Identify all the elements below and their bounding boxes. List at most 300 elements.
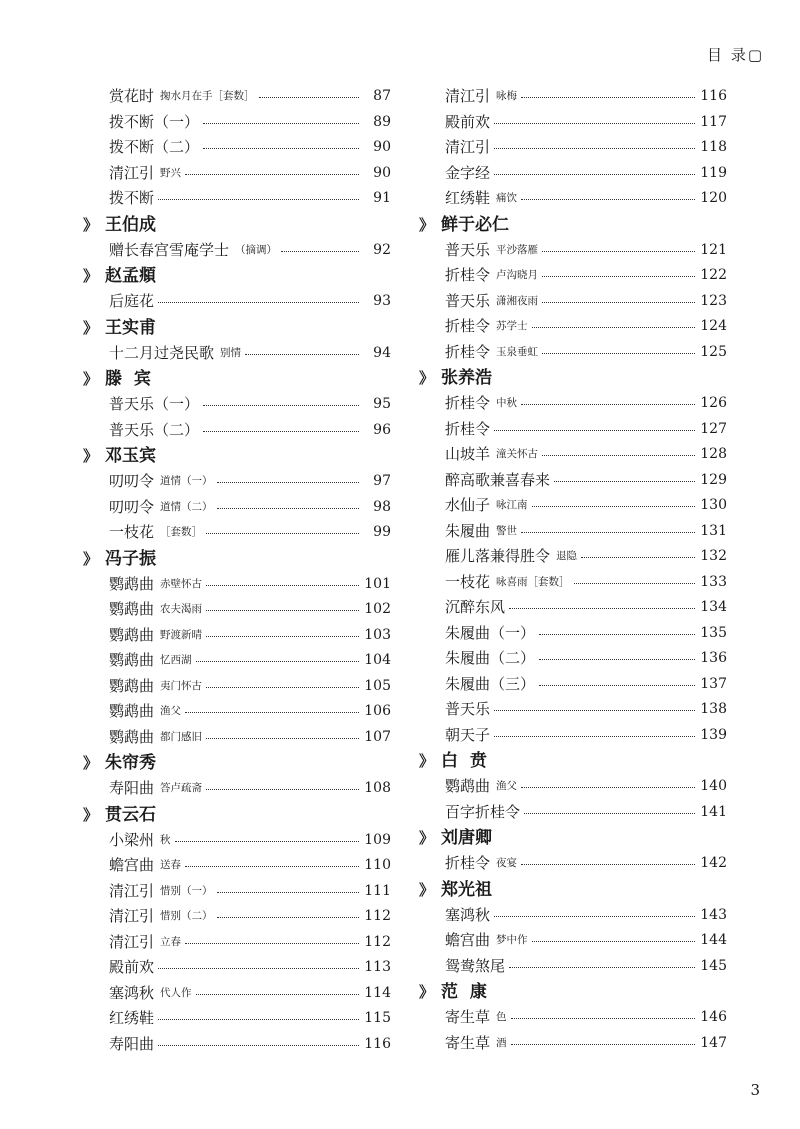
entry-subtitle: 潇湘夜雨: [496, 294, 539, 307]
dot-leader: [494, 148, 695, 149]
dot-leader: [158, 199, 359, 200]
toc-entry[interactable]: [445, 84, 727, 110]
entry-page-number: 122: [700, 267, 727, 283]
entry-title: 朱履曲（三）: [445, 674, 536, 693]
entry-title: 鹦鹉曲: [109, 702, 155, 720]
author-marker-icon: 》: [83, 318, 99, 337]
entry-title: 鹦鹉曲: [109, 574, 155, 593]
entry-page-number: 144: [700, 932, 727, 948]
entry-title: 寿阳曲: [109, 779, 155, 797]
author-heading: [83, 443, 391, 469]
dot-leader: [158, 1045, 359, 1046]
toc-entry[interactable]: [445, 697, 727, 723]
dot-leader: [539, 685, 695, 686]
toc-entry[interactable]: [109, 84, 391, 110]
entry-title: 百字折桂令: [445, 802, 521, 821]
entry-page-number: 139: [700, 726, 727, 743]
toc-entry[interactable]: [109, 161, 391, 187]
entry-subtitle: 渔父: [496, 780, 518, 792]
toc-entry[interactable]: [109, 186, 391, 212]
entry-title: 清江引: [109, 881, 155, 900]
entry-title: 折桂令: [445, 394, 491, 412]
entry-title: 十二月过尧民歌: [109, 343, 215, 362]
entry-page-number: 96: [373, 421, 391, 438]
entry-subtitle: 答卢疏斋: [160, 782, 203, 794]
dot-leader: [245, 354, 359, 355]
dot-leader: [206, 610, 359, 611]
dot-leader: [206, 789, 359, 790]
entry-page-number: 129: [700, 471, 727, 488]
toc-entry[interactable]: [445, 800, 727, 826]
entry-title: 醉高歌兼喜春来: [445, 470, 551, 489]
entry-page-number: 124: [700, 318, 727, 334]
entry-subtitle: 代人作: [160, 986, 192, 999]
entry-subtitle: 卢沟晓月: [496, 269, 539, 281]
entry-page-number: 92: [373, 241, 391, 258]
dot-leader: [509, 608, 695, 609]
entry-title: 一枝花: [109, 523, 155, 541]
entry-title: 朱履曲（二）: [445, 649, 536, 667]
toc-entry[interactable]: [445, 340, 727, 366]
entry-subtitle: 色: [496, 1011, 507, 1023]
toc-entry[interactable]: [109, 392, 391, 418]
author-marker-icon: 》: [83, 267, 99, 285]
dot-leader: [158, 968, 359, 969]
author-name: 范 康: [441, 982, 487, 1002]
dot-leader: [203, 405, 359, 406]
toc-entry[interactable]: [109, 879, 391, 905]
toc-entry[interactable]: [445, 519, 727, 545]
toc-entry[interactable]: [445, 595, 727, 621]
toc-entry[interactable]: [445, 289, 727, 315]
toc-entry[interactable]: [445, 442, 727, 468]
entry-page-number: 141: [700, 803, 727, 820]
dot-leader: [185, 712, 359, 713]
dot-leader: [203, 431, 359, 432]
entry-title: 叨叨令: [109, 472, 155, 490]
toc-entry[interactable]: [445, 314, 727, 340]
dot-leader: [196, 661, 359, 662]
toc-entry[interactable]: [109, 469, 391, 495]
entry-page-number: 131: [700, 522, 727, 539]
entry-title: 蟾宫曲: [109, 856, 155, 874]
author-marker-icon: 》: [419, 215, 435, 234]
entry-subtitle: 夷门怀古: [160, 679, 203, 692]
entry-subtitle: 都门感旧: [160, 730, 203, 743]
entry-subtitle: 痛饮: [496, 192, 518, 204]
entry-title: 鹦鹉曲: [109, 625, 155, 644]
entry-page-number: 120: [700, 190, 727, 206]
entry-page-number: 112: [364, 933, 391, 950]
toc-entry[interactable]: [445, 135, 727, 161]
toc-entry[interactable]: [109, 828, 391, 854]
entry-subtitle: 别情: [220, 346, 242, 359]
dot-leader: [542, 302, 695, 303]
author-heading: [83, 366, 391, 392]
toc-entry[interactable]: [109, 135, 391, 161]
entry-title: 红绣鞋: [109, 1009, 155, 1027]
entry-page-number: 130: [700, 497, 727, 513]
toc-entry[interactable]: [445, 723, 727, 749]
dot-leader: [554, 481, 695, 482]
entry-title: 蟾宫曲: [445, 931, 491, 949]
entry-page-number: 125: [700, 343, 727, 360]
author-name: 贯云石: [105, 804, 156, 825]
page-number: 3: [750, 1081, 760, 1099]
dot-leader: [521, 787, 695, 788]
entry-page-number: 121: [700, 241, 727, 258]
dot-leader: [217, 482, 359, 483]
entry-title: 普天乐（一）: [109, 395, 200, 413]
entry-page-number: 123: [700, 292, 727, 309]
entry-title: 殿前欢: [445, 112, 491, 131]
entry-page-number: 127: [700, 420, 727, 437]
entry-subtitle: 惜别（一）: [160, 884, 213, 897]
entry-title: 折桂令: [445, 266, 491, 284]
entry-page-number: 89: [373, 113, 391, 130]
author-name: 刘唐卿: [441, 828, 492, 848]
dot-leader: [217, 917, 359, 918]
entry-page-number: 146: [700, 1009, 727, 1025]
author-heading: [83, 546, 391, 572]
entry-subtitle: 道情（一）: [160, 475, 213, 487]
entry-title: 拨不断（二）: [109, 138, 200, 156]
entry-page-number: 136: [700, 650, 727, 666]
author-marker-icon: 》: [83, 754, 99, 772]
entry-page-number: 126: [700, 395, 727, 411]
entry-page-number: 103: [364, 626, 391, 643]
entry-page-number: 99: [373, 524, 391, 540]
toc-entry[interactable]: [445, 263, 727, 289]
toc-entry[interactable]: [445, 238, 727, 264]
toc-entry[interactable]: [445, 544, 727, 570]
toc-entry[interactable]: [445, 1005, 727, 1031]
toc-entry[interactable]: [109, 341, 391, 367]
entry-page-number: 147: [700, 1034, 727, 1051]
toc-entry[interactable]: [445, 851, 727, 877]
entry-page-number: 91: [373, 190, 391, 206]
entry-title: 拨不断: [109, 189, 155, 207]
entry-title: 鹦鹉曲: [109, 727, 155, 746]
toc-entry[interactable]: [445, 903, 727, 929]
entry-title: 寿阳曲: [109, 1034, 155, 1053]
dot-leader: [281, 251, 359, 252]
dot-leader: [203, 123, 359, 124]
entry-page-number: 95: [373, 396, 391, 412]
entry-title: 红绣鞋: [445, 189, 491, 207]
toc-entry[interactable]: [445, 646, 727, 672]
author-name: 鲜于必仁: [441, 214, 509, 235]
toc-left-column: [83, 84, 391, 1057]
entry-subtitle: 中秋: [496, 397, 518, 409]
entry-subtitle: 警世: [496, 524, 518, 537]
toc-entry[interactable]: [445, 468, 727, 494]
entry-subtitle: 咏江南: [496, 499, 528, 511]
entry-page-number: 132: [700, 548, 727, 564]
entry-page-number: 108: [364, 780, 391, 796]
toc-entry[interactable]: [109, 904, 391, 930]
entry-title: 鹦鹉曲: [109, 600, 155, 618]
entry-title: 一枝花: [445, 572, 491, 591]
entry-page-number: 116: [364, 1035, 391, 1052]
entry-page-number: 93: [373, 293, 391, 309]
entry-title: 清江引: [109, 932, 155, 951]
toc-entry[interactable]: [445, 186, 727, 212]
toc-entry[interactable]: [109, 495, 391, 521]
author-heading: [419, 877, 727, 903]
toc-entry[interactable]: [109, 520, 391, 546]
dot-leader: [532, 506, 695, 507]
dot-leader: [203, 148, 359, 149]
entry-page-number: 90: [373, 139, 391, 155]
entry-subtitle: 立春: [160, 935, 182, 948]
entry-page-number: 110: [364, 857, 391, 873]
author-marker-icon: 》: [419, 369, 435, 387]
entry-title: 鹦鹉曲: [109, 651, 155, 669]
author-marker-icon: 》: [419, 829, 435, 847]
dot-leader: [494, 736, 695, 737]
dot-leader: [542, 455, 695, 456]
dot-leader: [185, 174, 359, 175]
dot-leader: [521, 404, 695, 405]
dot-leader: [494, 174, 695, 175]
entry-page-number: 137: [700, 675, 727, 692]
entry-title: 水仙子: [445, 496, 491, 514]
dot-leader: [494, 710, 695, 711]
entry-page-number: 101: [364, 575, 391, 592]
dot-leader: [511, 1018, 695, 1019]
entry-page-number: 90: [373, 164, 391, 181]
author-heading: [419, 825, 727, 851]
dot-leader: [521, 532, 695, 533]
entry-subtitle: 送春: [160, 859, 182, 871]
entry-title: 折桂令: [445, 854, 491, 872]
author-marker-icon: 》: [419, 983, 435, 1001]
entry-subtitle: 野渡新晴: [160, 628, 203, 641]
entry-subtitle: 咏喜雨［套数］: [496, 575, 570, 588]
entry-subtitle: 咏梅: [496, 90, 518, 102]
dot-leader: [542, 276, 695, 277]
entry-page-number: 94: [373, 344, 391, 361]
entry-title: 山坡羊: [445, 445, 491, 463]
entry-subtitle: 平沙落雁: [496, 243, 539, 256]
entry-subtitle: 赤壁怀古: [160, 577, 203, 590]
toc-entry[interactable]: [109, 597, 391, 623]
entry-title: 雁儿落兼得胜令: [445, 547, 551, 565]
entry-title: 折桂令: [445, 317, 491, 335]
entry-page-number: 133: [700, 573, 727, 590]
entry-page-number: 97: [373, 473, 391, 489]
entry-title: 清江引: [109, 907, 155, 925]
author-marker-icon: 》: [419, 752, 435, 770]
entry-page-number: 87: [373, 88, 391, 104]
entry-title: 清江引: [445, 138, 491, 156]
dot-leader: [217, 892, 359, 893]
author-heading: [83, 750, 391, 776]
entry-title: 寄生草: [445, 1033, 491, 1052]
entry-page-number: 105: [364, 677, 391, 694]
dot-leader: [511, 1044, 695, 1045]
dot-leader: [158, 302, 359, 303]
entry-subtitle: 忆西湖: [160, 654, 192, 666]
author-name: 王实甫: [105, 317, 156, 338]
entry-page-number: 142: [700, 855, 727, 871]
toc-entry[interactable]: [109, 981, 391, 1007]
toc-entry[interactable]: [109, 853, 391, 879]
entry-title: 塞鸿秋: [445, 905, 491, 924]
entry-page-number: 111: [364, 882, 391, 899]
entry-subtitle: 掬水月在手［套数］: [160, 90, 255, 102]
entry-page-number: 140: [700, 778, 727, 794]
author-heading: [83, 802, 391, 828]
dot-leader: [206, 585, 359, 586]
entry-title: 折桂令: [445, 419, 491, 438]
entry-page-number: 104: [364, 652, 391, 668]
entry-title: 塞鸿秋: [109, 983, 155, 1002]
entry-page-number: 113: [364, 959, 391, 975]
entry-title: 普天乐: [445, 240, 491, 259]
entry-page-number: 112: [364, 908, 391, 924]
entry-subtitle: 农夫渴雨: [160, 603, 203, 615]
dot-leader: [494, 430, 695, 431]
entry-subtitle: 梦中作: [496, 934, 528, 946]
author-name: 赵孟頫: [105, 266, 156, 286]
author-heading: [419, 212, 727, 238]
entry-page-number: 128: [700, 446, 727, 462]
dot-leader: [494, 123, 695, 124]
entry-title: 殿前欢: [109, 958, 155, 976]
dot-leader: [524, 813, 695, 814]
entry-title: 小梁州: [109, 830, 155, 849]
entry-page-number: 138: [700, 701, 727, 717]
author-heading: [83, 263, 391, 289]
entry-page-number: 134: [700, 599, 727, 615]
entry-subtitle: 秋: [160, 833, 171, 846]
author-name: 白 贲: [441, 751, 487, 771]
entry-subtitle: 渔父: [160, 705, 182, 717]
entry-page-number: 145: [700, 957, 727, 974]
dot-leader: [158, 1019, 359, 1020]
toc-entry[interactable]: [445, 493, 727, 519]
dot-leader: [509, 967, 695, 968]
toc-entry[interactable]: [109, 623, 391, 649]
entry-page-number: 118: [700, 139, 727, 155]
toc-entry[interactable]: [445, 774, 727, 800]
entry-title: 普天乐: [445, 291, 491, 310]
entry-title: 后庭花: [109, 292, 155, 310]
toc-entry[interactable]: [109, 930, 391, 956]
entry-title: 金字经: [445, 163, 491, 182]
dot-leader: [206, 687, 359, 688]
author-heading: [419, 979, 727, 1005]
toc-entry[interactable]: [445, 954, 727, 980]
dot-leader: [175, 841, 359, 842]
toc-entry[interactable]: [445, 161, 727, 187]
toc-entry[interactable]: [445, 110, 727, 136]
toc-entry[interactable]: [109, 572, 391, 598]
dot-leader: [196, 994, 359, 995]
entry-title: 普天乐（二）: [109, 420, 200, 439]
entry-page-number: 143: [700, 906, 727, 923]
entry-page-number: 114: [364, 984, 391, 1001]
entry-title: 拨不断（一）: [109, 112, 200, 131]
toc-entry[interactable]: [109, 110, 391, 136]
author-heading: [419, 365, 727, 391]
entry-title: 鸳鸯煞尾: [445, 956, 506, 975]
entry-page-number: 119: [700, 164, 727, 181]
dot-leader: [521, 97, 695, 98]
entry-subtitle: （摘调）: [235, 243, 278, 256]
entry-title: 折桂令: [445, 342, 491, 361]
entry-title: 叨叨令: [109, 497, 155, 516]
entry-title: 鹦鹉曲: [445, 777, 491, 795]
dot-leader: [581, 557, 695, 558]
toc-entry[interactable]: [109, 725, 391, 751]
toc-entry[interactable]: [109, 955, 391, 981]
toc-entry[interactable]: [109, 238, 391, 264]
entry-title: 鹦鹉曲: [109, 676, 155, 695]
entry-subtitle: 玉泉垂虹: [496, 345, 539, 358]
toc-entry[interactable]: [109, 1032, 391, 1058]
author-name: 邓玉宾: [105, 446, 156, 466]
author-heading: [83, 212, 391, 238]
dot-leader: [206, 738, 359, 739]
entry-page-number: 116: [700, 88, 727, 104]
toc-entry[interactable]: [445, 391, 727, 417]
dot-leader: [185, 866, 359, 867]
author-heading: [419, 748, 727, 774]
entry-title: 朱履曲（一）: [445, 623, 536, 642]
toc-entry[interactable]: [445, 417, 727, 443]
author-heading: [83, 315, 391, 341]
entry-subtitle: 夜宴: [496, 857, 518, 869]
entry-subtitle: 苏学士: [496, 320, 528, 332]
toc-entry[interactable]: [109, 674, 391, 700]
toc-entry[interactable]: [445, 928, 727, 954]
entry-title: 清江引: [109, 163, 155, 182]
toc-entry[interactable]: [109, 1006, 391, 1032]
author-marker-icon: 》: [83, 215, 99, 234]
toc-entry[interactable]: [109, 699, 391, 725]
dot-leader: [542, 251, 695, 252]
toc-entry[interactable]: [445, 1031, 727, 1057]
entry-page-number: 115: [364, 1010, 391, 1026]
toc-entry[interactable]: [445, 672, 727, 698]
entry-page-number: 135: [700, 624, 727, 641]
toc-entry[interactable]: [109, 776, 391, 802]
entry-subtitle: 惜别（二）: [160, 910, 213, 922]
dot-leader: [539, 659, 695, 660]
entry-page-number: 109: [364, 831, 391, 848]
dot-leader: [521, 199, 695, 200]
entry-subtitle: ［套数］: [160, 526, 203, 538]
entry-title: 朝天子: [445, 725, 491, 744]
toc-entry[interactable]: [109, 648, 391, 674]
entry-title: 寄生草: [445, 1008, 491, 1026]
running-head: 目 录▢: [707, 46, 764, 64]
author-marker-icon: 》: [419, 880, 435, 899]
toc-entry[interactable]: [109, 418, 391, 444]
toc-entry[interactable]: [109, 289, 391, 315]
dot-leader: [259, 97, 359, 98]
toc-entry[interactable]: [445, 570, 727, 596]
entry-subtitle: 酒: [496, 1036, 507, 1049]
entry-title: 清江引: [445, 87, 491, 105]
toc-entry[interactable]: [445, 621, 727, 647]
entry-title: 朱履曲: [445, 521, 491, 540]
dot-leader: [532, 941, 695, 942]
author-marker-icon: 》: [83, 805, 99, 824]
